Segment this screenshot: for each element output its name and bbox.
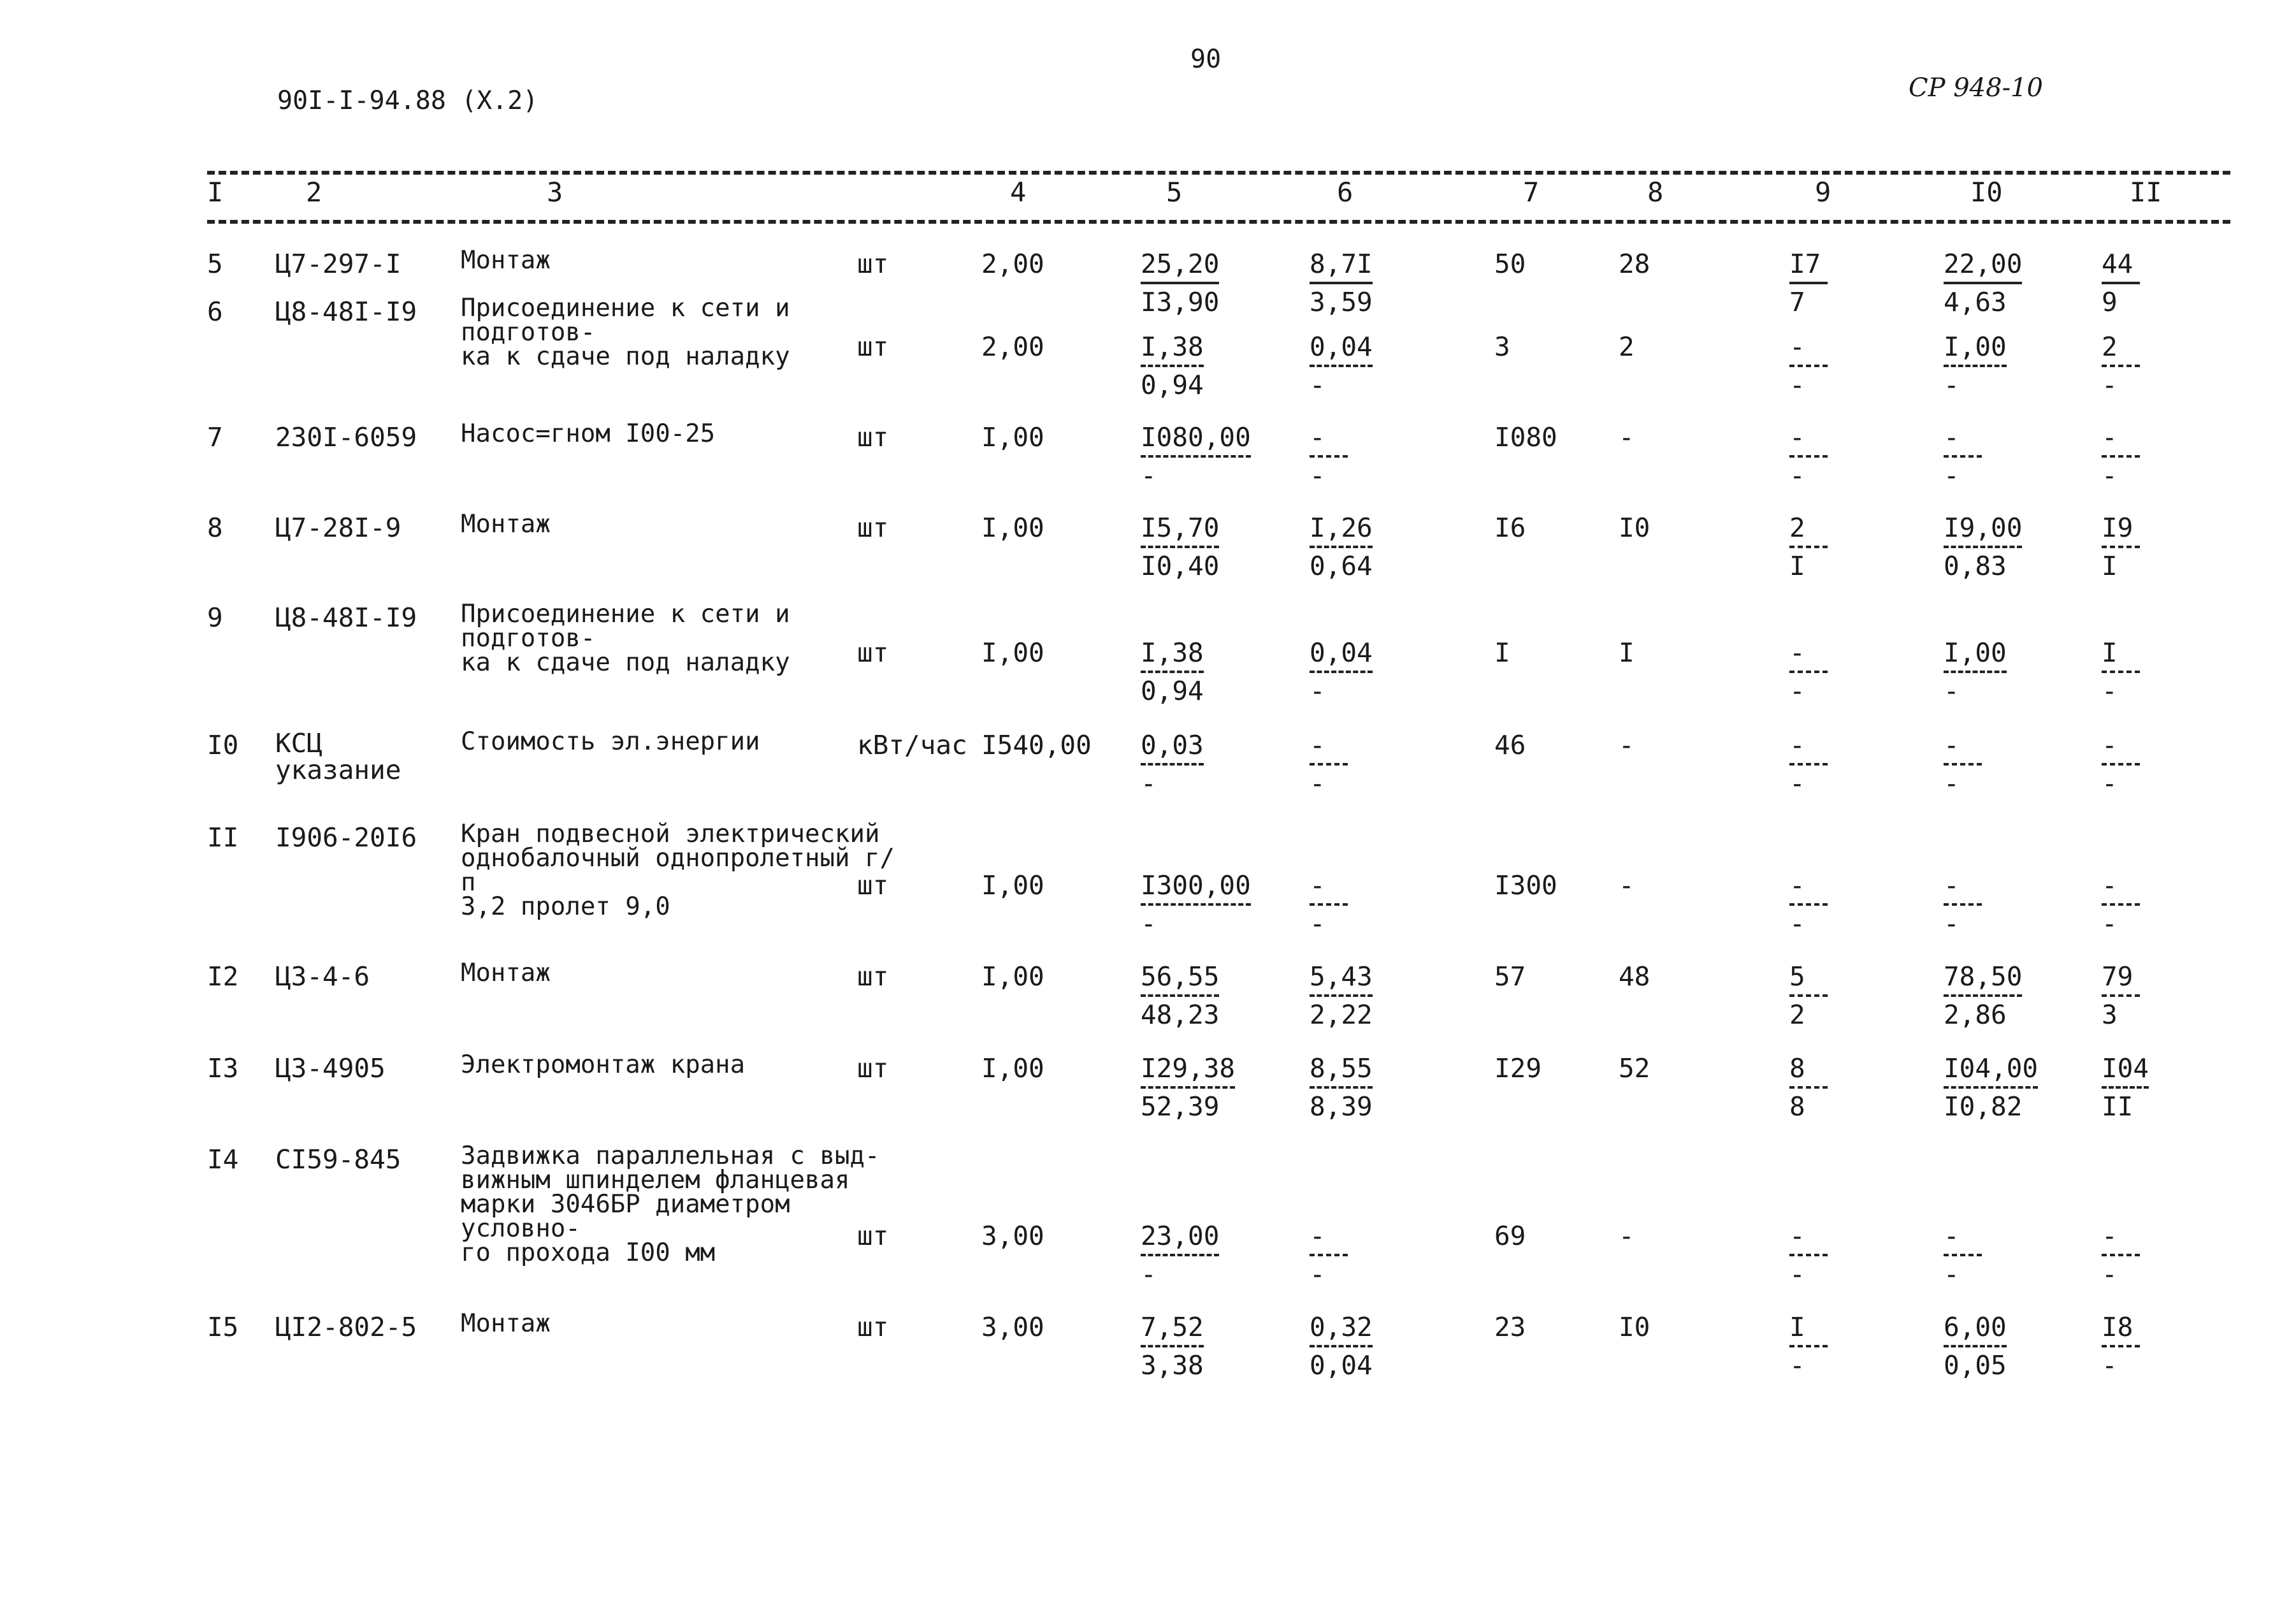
row-code: КСЦ указание bbox=[275, 728, 401, 785]
row-description: Насос=гном I00-25 bbox=[461, 419, 716, 448]
col9-value: - - bbox=[1789, 637, 1828, 706]
column-header-3: 3 bbox=[547, 177, 563, 208]
row-quantity: I,00 bbox=[981, 512, 1044, 543]
row-unit: шт bbox=[857, 512, 889, 543]
col9-value: - - bbox=[1789, 1221, 1828, 1289]
row-quantity: I,00 bbox=[981, 870, 1044, 901]
col11-value: 2 - bbox=[2102, 331, 2140, 400]
col6-value: - - bbox=[1310, 730, 1348, 799]
col7-value: I6 bbox=[1494, 512, 1526, 543]
col10-value: I,00 - bbox=[1944, 637, 2007, 706]
col10-value: - - bbox=[1944, 870, 1982, 939]
row-description: Кран подвесной электрический однобалочный однопролетный г/п 3,2 пролет 9,0 bbox=[461, 820, 895, 921]
row-number: I0 bbox=[207, 730, 239, 760]
row-quantity: I540,00 bbox=[981, 730, 1092, 760]
col7-value: I300 bbox=[1494, 870, 1557, 901]
row-quantity: 2,00 bbox=[981, 249, 1044, 279]
row-quantity: I,00 bbox=[981, 422, 1044, 453]
row-description: Присоединение к сети и подготов- ка к сдаче под наладку bbox=[461, 600, 790, 677]
col5-value: 23,00 - bbox=[1141, 1221, 1220, 1289]
row-code: Ц8-48I-I9 bbox=[275, 296, 417, 327]
row-number: 7 bbox=[207, 422, 223, 453]
column-header-4: 4 bbox=[1010, 177, 1027, 208]
col9-value: - - bbox=[1789, 331, 1828, 400]
col11-value: - - bbox=[2102, 730, 2140, 799]
col11-value: I8 - bbox=[2102, 1312, 2140, 1381]
row-description: Монтаж bbox=[461, 510, 551, 539]
col9-value: - - bbox=[1789, 870, 1828, 939]
row-unit: шт bbox=[857, 422, 889, 453]
col8-value: I0 bbox=[1619, 1312, 1650, 1342]
row-code: Ц7-297-I bbox=[275, 249, 401, 279]
col6-value: $\frac{5,43}{2,22}$ bbox=[1310, 961, 1373, 1030]
row-description: Электромонтаж крана bbox=[461, 1050, 746, 1079]
col11-value: $\frac{I04}{II}$ bbox=[2102, 1053, 2149, 1122]
col10-value: - - bbox=[1944, 730, 1982, 799]
col10-value: - - bbox=[1944, 422, 1982, 491]
col5-value: I300,00 - bbox=[1141, 870, 1251, 939]
row-quantity: I,00 bbox=[981, 961, 1044, 992]
row-unit: шт bbox=[857, 637, 889, 668]
row-description: Стоимость эл.энергии bbox=[461, 727, 760, 756]
row-number: 9 bbox=[207, 602, 223, 633]
col9-value: $\frac{5}{2}$ bbox=[1789, 961, 1828, 1030]
row-code: СI59-845 bbox=[275, 1144, 401, 1175]
col10-value: I,00 - bbox=[1944, 331, 2007, 400]
row-code: Ц8-48I-I9 bbox=[275, 602, 417, 633]
row-number: 6 bbox=[207, 296, 223, 327]
row-code: 230I-6059 bbox=[275, 422, 417, 453]
col10-value: $\frac{I9,00}{0,83}$ bbox=[1944, 512, 2023, 581]
row-unit: кВт/час bbox=[857, 730, 967, 760]
col7-value: I bbox=[1494, 637, 1510, 668]
col10-value: $\frac{22,00}{4,63}$ bbox=[1944, 249, 2023, 317]
col7-value: 3 bbox=[1494, 331, 1510, 362]
col11-value: $\frac{I9}{I}$ bbox=[2102, 512, 2140, 581]
column-header-9: 9 bbox=[1815, 177, 1831, 208]
col10-value: - - bbox=[1944, 1221, 1982, 1289]
row-code: Ц3-4-6 bbox=[275, 961, 370, 992]
col9-value: - - bbox=[1789, 730, 1828, 799]
row-unit: шт bbox=[857, 1221, 889, 1251]
row-number: 8 bbox=[207, 512, 223, 543]
row-description: Монтаж bbox=[461, 959, 551, 987]
col5-value: $\frac{I,38}{0,94}$ bbox=[1141, 331, 1204, 400]
row-number: I2 bbox=[207, 961, 239, 992]
column-header-5: 5 bbox=[1166, 177, 1183, 208]
col5-value: $\frac{I5,70}{I0,40}$ bbox=[1141, 512, 1220, 581]
col9-value: $\frac{2}{I}$ bbox=[1789, 512, 1828, 581]
col6-value: $\frac{0,32}{0,04}$ bbox=[1310, 1312, 1373, 1381]
row-unit: шт bbox=[857, 249, 889, 279]
col6-value: $\frac{8,7I}{3,59}$ bbox=[1310, 249, 1373, 317]
col7-value: I29 bbox=[1494, 1053, 1542, 1084]
col8-value: - bbox=[1619, 422, 1635, 453]
row-code: Ц7-28I-9 bbox=[275, 512, 401, 543]
document-code: 90I-I-94.88 (X.2) bbox=[277, 86, 538, 115]
row-quantity: I,00 bbox=[981, 637, 1044, 668]
column-header-11: II bbox=[2130, 177, 2162, 208]
col7-value: 69 bbox=[1494, 1221, 1526, 1251]
row-unit: шт bbox=[857, 870, 889, 901]
col6-value: $\frac{8,55}{8,39}$ bbox=[1310, 1053, 1373, 1122]
col8-value: 52 bbox=[1619, 1053, 1650, 1084]
col10-value: $\frac{78,50}{2,86}$ bbox=[1944, 961, 2023, 1030]
table-top-rule bbox=[207, 171, 2230, 175]
column-header-6: 6 bbox=[1337, 177, 1354, 208]
col11-value: - - bbox=[2102, 422, 2140, 491]
col7-value: 50 bbox=[1494, 249, 1526, 279]
archive-stamp: СР 948-10 bbox=[1909, 73, 2043, 103]
column-header-10: I0 bbox=[1970, 177, 2003, 208]
col7-value: 23 bbox=[1494, 1312, 1526, 1342]
col6-value: 0,04 - bbox=[1310, 331, 1373, 400]
col6-value: $\frac{I,26}{0,64}$ bbox=[1310, 512, 1373, 581]
row-description: Монтаж bbox=[461, 246, 551, 275]
col5-value: $\frac{25,20}{I3,90}$ bbox=[1141, 249, 1220, 317]
row-unit: шт bbox=[857, 961, 889, 992]
row-description: Монтаж bbox=[461, 1309, 551, 1338]
row-unit: шт bbox=[857, 1312, 889, 1342]
col11-value: I - bbox=[2102, 637, 2140, 706]
col5-value: $\frac{7,52}{3,38}$ bbox=[1141, 1312, 1204, 1381]
row-quantity: 2,00 bbox=[981, 331, 1044, 362]
col8-value: - bbox=[1619, 1221, 1635, 1251]
col11-value: $\frac{79}{3}$ bbox=[2102, 961, 2140, 1030]
col8-value: I bbox=[1619, 637, 1635, 668]
col8-value: 2 bbox=[1619, 331, 1635, 362]
row-description: Задвижка параллельная с выд- вижным шпинделем фланцевая марки 3046БР диаметром условно- го прохода I00 мм bbox=[461, 1142, 880, 1267]
col6-value: - - bbox=[1310, 1221, 1348, 1289]
column-header-7: 7 bbox=[1523, 177, 1540, 208]
col7-value: 46 bbox=[1494, 730, 1526, 760]
row-description: Присоединение к сети и подготов- ка к сдаче под наладку bbox=[461, 294, 790, 371]
col5-value: $\frac{I,38}{0,94}$ bbox=[1141, 637, 1204, 706]
col7-value: I080 bbox=[1494, 422, 1557, 453]
table-header-rule bbox=[207, 220, 2230, 224]
col11-value: $\frac{44}{9}$ bbox=[2102, 249, 2140, 317]
row-number: I4 bbox=[207, 1144, 239, 1175]
row-number: 5 bbox=[207, 249, 223, 279]
row-code: I906-20I6 bbox=[275, 822, 417, 853]
col8-value: I0 bbox=[1619, 512, 1650, 543]
page-number: 90 bbox=[1190, 45, 1222, 74]
col5-value: I080,00 - bbox=[1141, 422, 1251, 491]
row-unit: шт bbox=[857, 1053, 889, 1084]
col8-value: 28 bbox=[1619, 249, 1650, 279]
col5-value: 0,03 - bbox=[1141, 730, 1204, 799]
row-code: Ц3-4905 bbox=[275, 1053, 386, 1084]
col5-value: $\frac{56,55}{48,23}$ bbox=[1141, 961, 1220, 1030]
col11-value: - - bbox=[2102, 870, 2140, 939]
column-header-1: I bbox=[207, 177, 224, 208]
col9-value: I - bbox=[1789, 1312, 1828, 1381]
col11-value: - - bbox=[2102, 1221, 2140, 1289]
col10-value: $\frac{I04,00}{I0,82}$ bbox=[1944, 1053, 2039, 1122]
col8-value: - bbox=[1619, 730, 1635, 760]
col6-value: - - bbox=[1310, 422, 1348, 491]
row-number: I3 bbox=[207, 1053, 239, 1084]
row-number: I5 bbox=[207, 1312, 239, 1342]
col9-value: $\frac{8}{8}$ bbox=[1789, 1053, 1828, 1122]
row-quantity: I,00 bbox=[981, 1053, 1044, 1084]
row-code: ЦI2-802-5 bbox=[275, 1312, 417, 1342]
row-unit: шт bbox=[857, 331, 889, 362]
col7-value: 57 bbox=[1494, 961, 1526, 992]
col8-value: 48 bbox=[1619, 961, 1650, 992]
col9-value: - - bbox=[1789, 422, 1828, 491]
column-header-2: 2 bbox=[306, 177, 322, 208]
col10-value: $\frac{6,00}{0,05}$ bbox=[1944, 1312, 2007, 1381]
col9-value: $\frac{I7}{7}$ bbox=[1789, 249, 1828, 317]
col5-value: $\frac{I29,38}{52,39}$ bbox=[1141, 1053, 1236, 1122]
col6-value: 0,04 - bbox=[1310, 637, 1373, 706]
col6-value: - - bbox=[1310, 870, 1348, 939]
col8-value: - bbox=[1619, 870, 1635, 901]
row-quantity: 3,00 bbox=[981, 1312, 1044, 1342]
row-quantity: 3,00 bbox=[981, 1221, 1044, 1251]
row-number: II bbox=[207, 822, 239, 853]
column-header-8: 8 bbox=[1647, 177, 1664, 208]
